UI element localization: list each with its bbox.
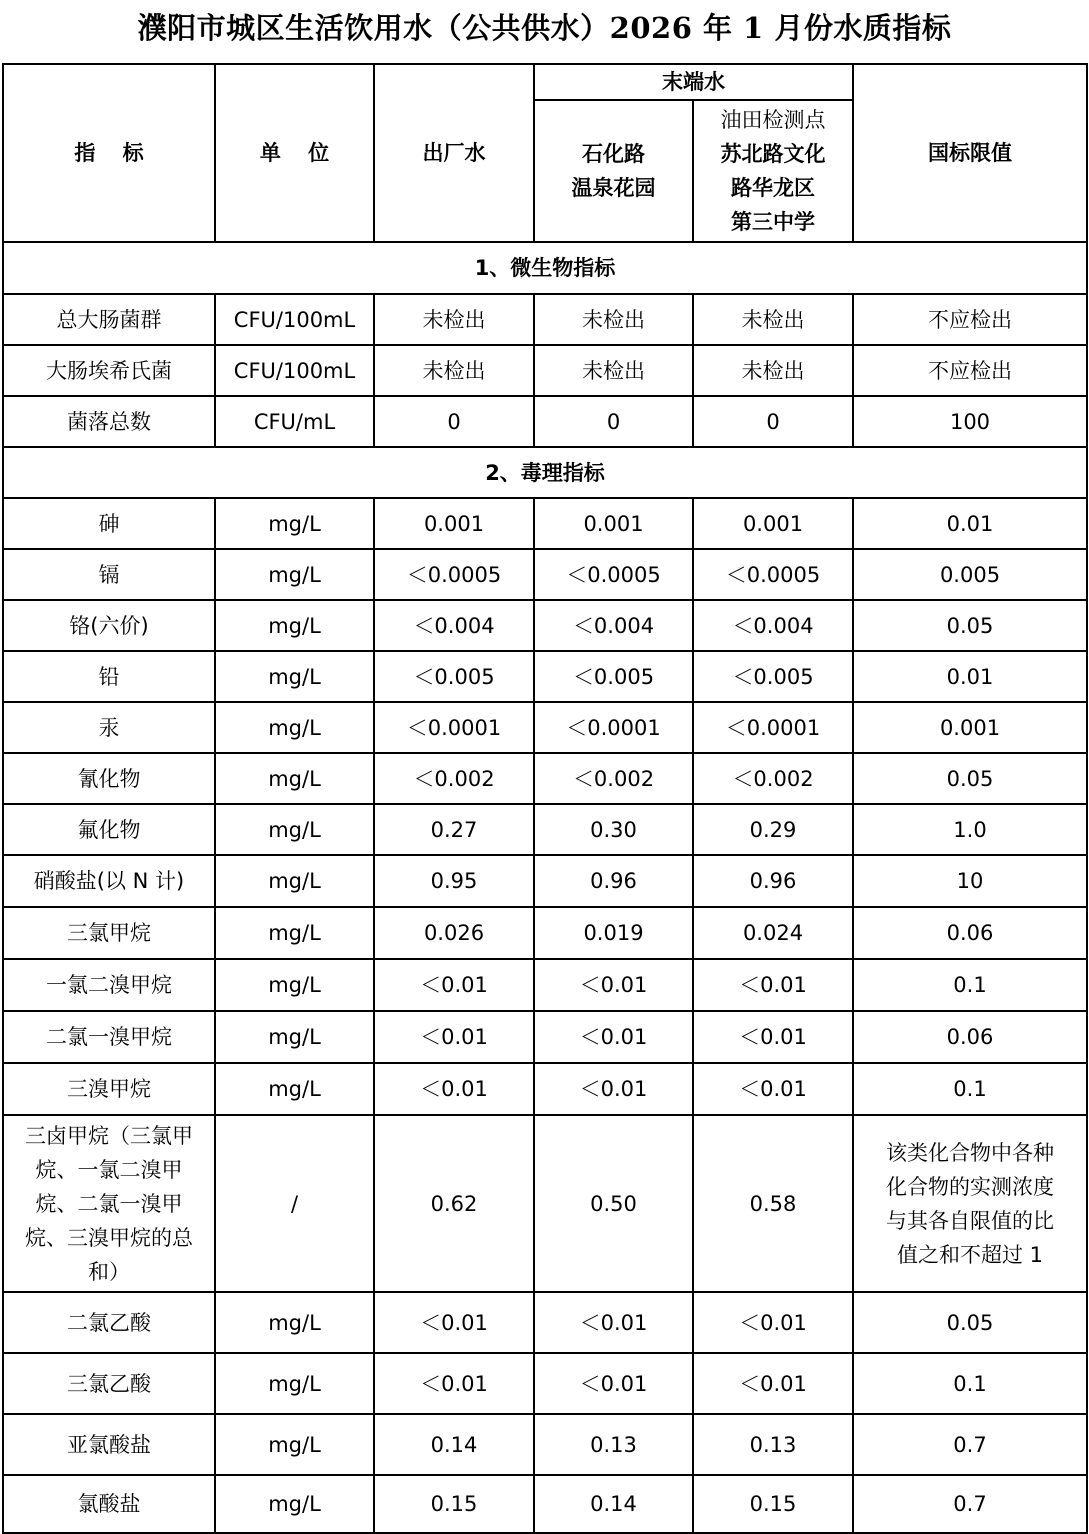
site-shihua-value: ＜0.002 — [534, 753, 693, 804]
factory-value: ＜0.01 — [374, 1292, 534, 1353]
site-youtian-value: ＜0.01 — [693, 1353, 853, 1414]
header-national-limit: 国标限值 — [853, 64, 1087, 242]
header-site-youtian-line-3: 路华龙区 — [731, 176, 815, 200]
header-site-youtian-line-2: 苏北路文化 — [720, 142, 826, 166]
header-site-youtian-line-4: 第三中学 — [731, 210, 815, 234]
site-youtian-value: ＜0.005 — [693, 651, 853, 702]
table-row — [3, 1414, 1087, 1475]
limit-note-line: 与其各自限值的比 — [886, 1208, 1054, 1233]
header-indicator-char-2: 标 — [122, 141, 144, 165]
factory-value: ＜0.005 — [374, 651, 534, 702]
factory-value: ＜0.01 — [374, 1063, 534, 1115]
table-row — [3, 702, 1087, 753]
page-title: 濮阳市城区生活饮用水（公共供水）2026 年 1 月份水质指标 — [137, 11, 952, 45]
unit: mg/L — [215, 855, 374, 907]
site-shihua-value: ＜0.0001 — [534, 702, 693, 753]
site-shihua-value: 0.96 — [534, 855, 693, 907]
header-site-youtian-line-1: 油田检测点 — [720, 108, 826, 132]
table-row — [3, 651, 1087, 702]
header-factory-water: 出厂水 — [374, 64, 534, 242]
section-title-toxic: 2、毒理指标 — [3, 447, 1087, 498]
indicator-name: 硝酸盐(以 N 计) — [3, 855, 215, 907]
factory-value: ＜0.01 — [374, 1353, 534, 1414]
unit: mg/L — [215, 549, 374, 600]
unit: mg/L — [215, 1414, 374, 1475]
indicator-name-line: 烷、一氯二溴甲 — [35, 1157, 183, 1182]
site-shihua-value: 未检出 — [534, 345, 693, 396]
indicator-name: 砷 — [3, 498, 215, 549]
site-youtian-value: 0.15 — [693, 1475, 853, 1533]
header-indicator — [3, 64, 215, 242]
factory-value: 0 — [374, 396, 534, 447]
site-shihua-value: ＜0.01 — [534, 1292, 693, 1353]
indicator-name: 亚氯酸盐 — [3, 1414, 215, 1475]
unit: mg/L — [215, 804, 374, 855]
indicator-name-line: 三卤甲烷（三氯甲 — [25, 1123, 193, 1148]
indicator-name-line: 烷、三溴甲烷的总 — [25, 1225, 193, 1250]
table-row — [3, 498, 1087, 549]
factory-value: ＜0.0001 — [374, 702, 534, 753]
site-shihua-value: 0.001 — [534, 498, 693, 549]
limit-value: 0.01 — [853, 498, 1087, 549]
unit: mg/L — [215, 1063, 374, 1115]
section-row-micro — [3, 242, 1087, 294]
header-site-shihua-line-1: 石化路 — [582, 142, 645, 166]
unit: mg/L — [215, 1353, 374, 1414]
limit-note-line: 化合物的实测浓度 — [886, 1174, 1054, 1199]
site-shihua-value: 0.13 — [534, 1414, 693, 1475]
unit: CFU/100mL — [215, 294, 374, 345]
table-row — [3, 804, 1087, 855]
site-shihua-value: 0.14 — [534, 1475, 693, 1533]
indicator-name — [3, 1115, 215, 1292]
factory-value: ＜0.004 — [374, 600, 534, 651]
site-youtian-value: 未检出 — [693, 294, 853, 345]
site-youtian-value: ＜0.01 — [693, 1292, 853, 1353]
table-row — [3, 1063, 1087, 1115]
site-shihua-value: 0.019 — [534, 907, 693, 959]
table-row — [3, 753, 1087, 804]
table-row — [3, 855, 1087, 907]
site-youtian-value: ＜0.01 — [693, 1063, 853, 1115]
indicator-name: 镉 — [3, 549, 215, 600]
limit-value: 0.05 — [853, 753, 1087, 804]
indicator-name: 铅 — [3, 651, 215, 702]
indicator-name: 氰化物 — [3, 753, 215, 804]
site-youtian-value: 0.13 — [693, 1414, 853, 1475]
factory-value: 0.026 — [374, 907, 534, 959]
limit-note-line: 该类化合物中各种 — [886, 1140, 1054, 1165]
site-youtian-value: 0.024 — [693, 907, 853, 959]
limit-value: 0.05 — [853, 1292, 1087, 1353]
limit-value: 不应检出 — [853, 294, 1087, 345]
unit: CFU/100mL — [215, 345, 374, 396]
factory-value: ＜0.01 — [374, 959, 534, 1011]
limit-value: 0.1 — [853, 1353, 1087, 1414]
site-youtian-value: ＜0.002 — [693, 753, 853, 804]
table-row — [3, 1011, 1087, 1063]
limit-value: 0.7 — [853, 1414, 1087, 1475]
limit-value: 不应检出 — [853, 345, 1087, 396]
indicator-name: 三溴甲烷 — [3, 1063, 215, 1115]
factory-value: 未检出 — [374, 345, 534, 396]
factory-value: ＜0.0005 — [374, 549, 534, 600]
header-unit — [215, 64, 374, 242]
unit: mg/L — [215, 498, 374, 549]
table-row — [3, 549, 1087, 600]
limit-value: 10 — [853, 855, 1087, 907]
unit: mg/L — [215, 600, 374, 651]
factory-value: ＜0.002 — [374, 753, 534, 804]
site-shihua-value: ＜0.01 — [534, 1011, 693, 1063]
unit: / — [215, 1115, 374, 1292]
header-indicator-char-1: 指 — [74, 141, 96, 165]
table-row — [3, 600, 1087, 651]
site-youtian-value: ＜0.004 — [693, 600, 853, 651]
limit-value: 0.01 — [853, 651, 1087, 702]
indicator-name: 大肠埃希氏菌 — [3, 345, 215, 396]
table-row — [3, 1292, 1087, 1353]
unit: mg/L — [215, 753, 374, 804]
header-site-shihua-line-2: 温泉花园 — [571, 176, 656, 200]
site-shihua-value: ＜0.0005 — [534, 549, 693, 600]
indicator-name: 氯酸盐 — [3, 1475, 215, 1533]
site-youtian-value: 0.96 — [693, 855, 853, 907]
indicator-name: 汞 — [3, 702, 215, 753]
limit-value: 0.06 — [853, 907, 1087, 959]
site-shihua-value: ＜0.004 — [534, 600, 693, 651]
section-title-micro: 1、微生物指标 — [3, 242, 1087, 294]
indicator-name: 氟化物 — [3, 804, 215, 855]
indicator-name-line: 和） — [88, 1259, 130, 1284]
unit: mg/L — [215, 1011, 374, 1063]
site-shihua-value: ＜0.01 — [534, 1353, 693, 1414]
header-site-youtian — [693, 100, 853, 242]
table-row — [3, 396, 1087, 447]
limit-value — [853, 1115, 1087, 1292]
unit: mg/L — [215, 1292, 374, 1353]
limit-value: 0.06 — [853, 1011, 1087, 1063]
factory-value: 0.001 — [374, 498, 534, 549]
site-youtian-value: ＜0.01 — [693, 1011, 853, 1063]
limit-value: 1.0 — [853, 804, 1087, 855]
table-row-trihalomethanes — [3, 1115, 1087, 1292]
limit-value: 0.005 — [853, 549, 1087, 600]
site-youtian-value: ＜0.0001 — [693, 702, 853, 753]
site-shihua-value: ＜0.01 — [534, 1063, 693, 1115]
indicator-name-line: 烷、二氯一溴甲 — [35, 1191, 183, 1216]
factory-value: 未检出 — [374, 294, 534, 345]
indicator-name: 菌落总数 — [3, 396, 215, 447]
section-row-toxic — [3, 447, 1087, 498]
site-youtian-value: 0.001 — [693, 498, 853, 549]
indicator-name: 三氯甲烷 — [3, 907, 215, 959]
limit-value: 0.1 — [853, 1063, 1087, 1115]
header-row-1 — [3, 64, 1087, 100]
unit: CFU/mL — [215, 396, 374, 447]
site-youtian-value: ＜0.0005 — [693, 549, 853, 600]
site-youtian-value: 0.29 — [693, 804, 853, 855]
site-youtian-value: 0.58 — [693, 1115, 853, 1292]
indicator-name: 三氯乙酸 — [3, 1353, 215, 1414]
factory-value: 0.27 — [374, 804, 534, 855]
unit: mg/L — [215, 702, 374, 753]
indicator-name: 总大肠菌群 — [3, 294, 215, 345]
limit-value: 0.7 — [853, 1475, 1087, 1533]
table-row — [3, 907, 1087, 959]
site-shihua-value: 0 — [534, 396, 693, 447]
site-youtian-value: 未检出 — [693, 345, 853, 396]
site-shihua-value: ＜0.005 — [534, 651, 693, 702]
unit: mg/L — [215, 959, 374, 1011]
header-terminal-water: 末端水 — [534, 64, 853, 100]
limit-value: 0.001 — [853, 702, 1087, 753]
table-row — [3, 294, 1087, 345]
header-unit-char-2: 位 — [308, 141, 330, 165]
indicator-name: 二氯一溴甲烷 — [3, 1011, 215, 1063]
table-row — [3, 1353, 1087, 1414]
site-shihua-value: ＜0.01 — [534, 959, 693, 1011]
factory-value: ＜0.01 — [374, 1011, 534, 1063]
indicator-name: 二氯乙酸 — [3, 1292, 215, 1353]
header-site-shihua — [534, 100, 693, 242]
site-youtian-value: 0 — [693, 396, 853, 447]
limit-value: 0.05 — [853, 600, 1087, 651]
site-shihua-value: 未检出 — [534, 294, 693, 345]
factory-value: 0.62 — [374, 1115, 534, 1292]
factory-value: 0.15 — [374, 1475, 534, 1533]
unit: mg/L — [215, 1475, 374, 1533]
table-row — [3, 345, 1087, 396]
limit-value: 0.1 — [853, 959, 1087, 1011]
site-shihua-value: 0.50 — [534, 1115, 693, 1292]
table-row — [3, 1475, 1087, 1533]
factory-value: 0.14 — [374, 1414, 534, 1475]
limit-value: 100 — [853, 396, 1087, 447]
water-quality-table — [2, 63, 1088, 1534]
site-youtian-value: ＜0.01 — [693, 959, 853, 1011]
indicator-name: 铬(六价) — [3, 600, 215, 651]
unit: mg/L — [215, 907, 374, 959]
limit-note-line: 值之和不超过 1 — [896, 1242, 1044, 1267]
unit: mg/L — [215, 651, 374, 702]
table-row — [3, 959, 1087, 1011]
indicator-name: 一氯二溴甲烷 — [3, 959, 215, 1011]
site-shihua-value: 0.30 — [534, 804, 693, 855]
factory-value: 0.95 — [374, 855, 534, 907]
header-unit-char-1: 单 — [259, 141, 281, 165]
